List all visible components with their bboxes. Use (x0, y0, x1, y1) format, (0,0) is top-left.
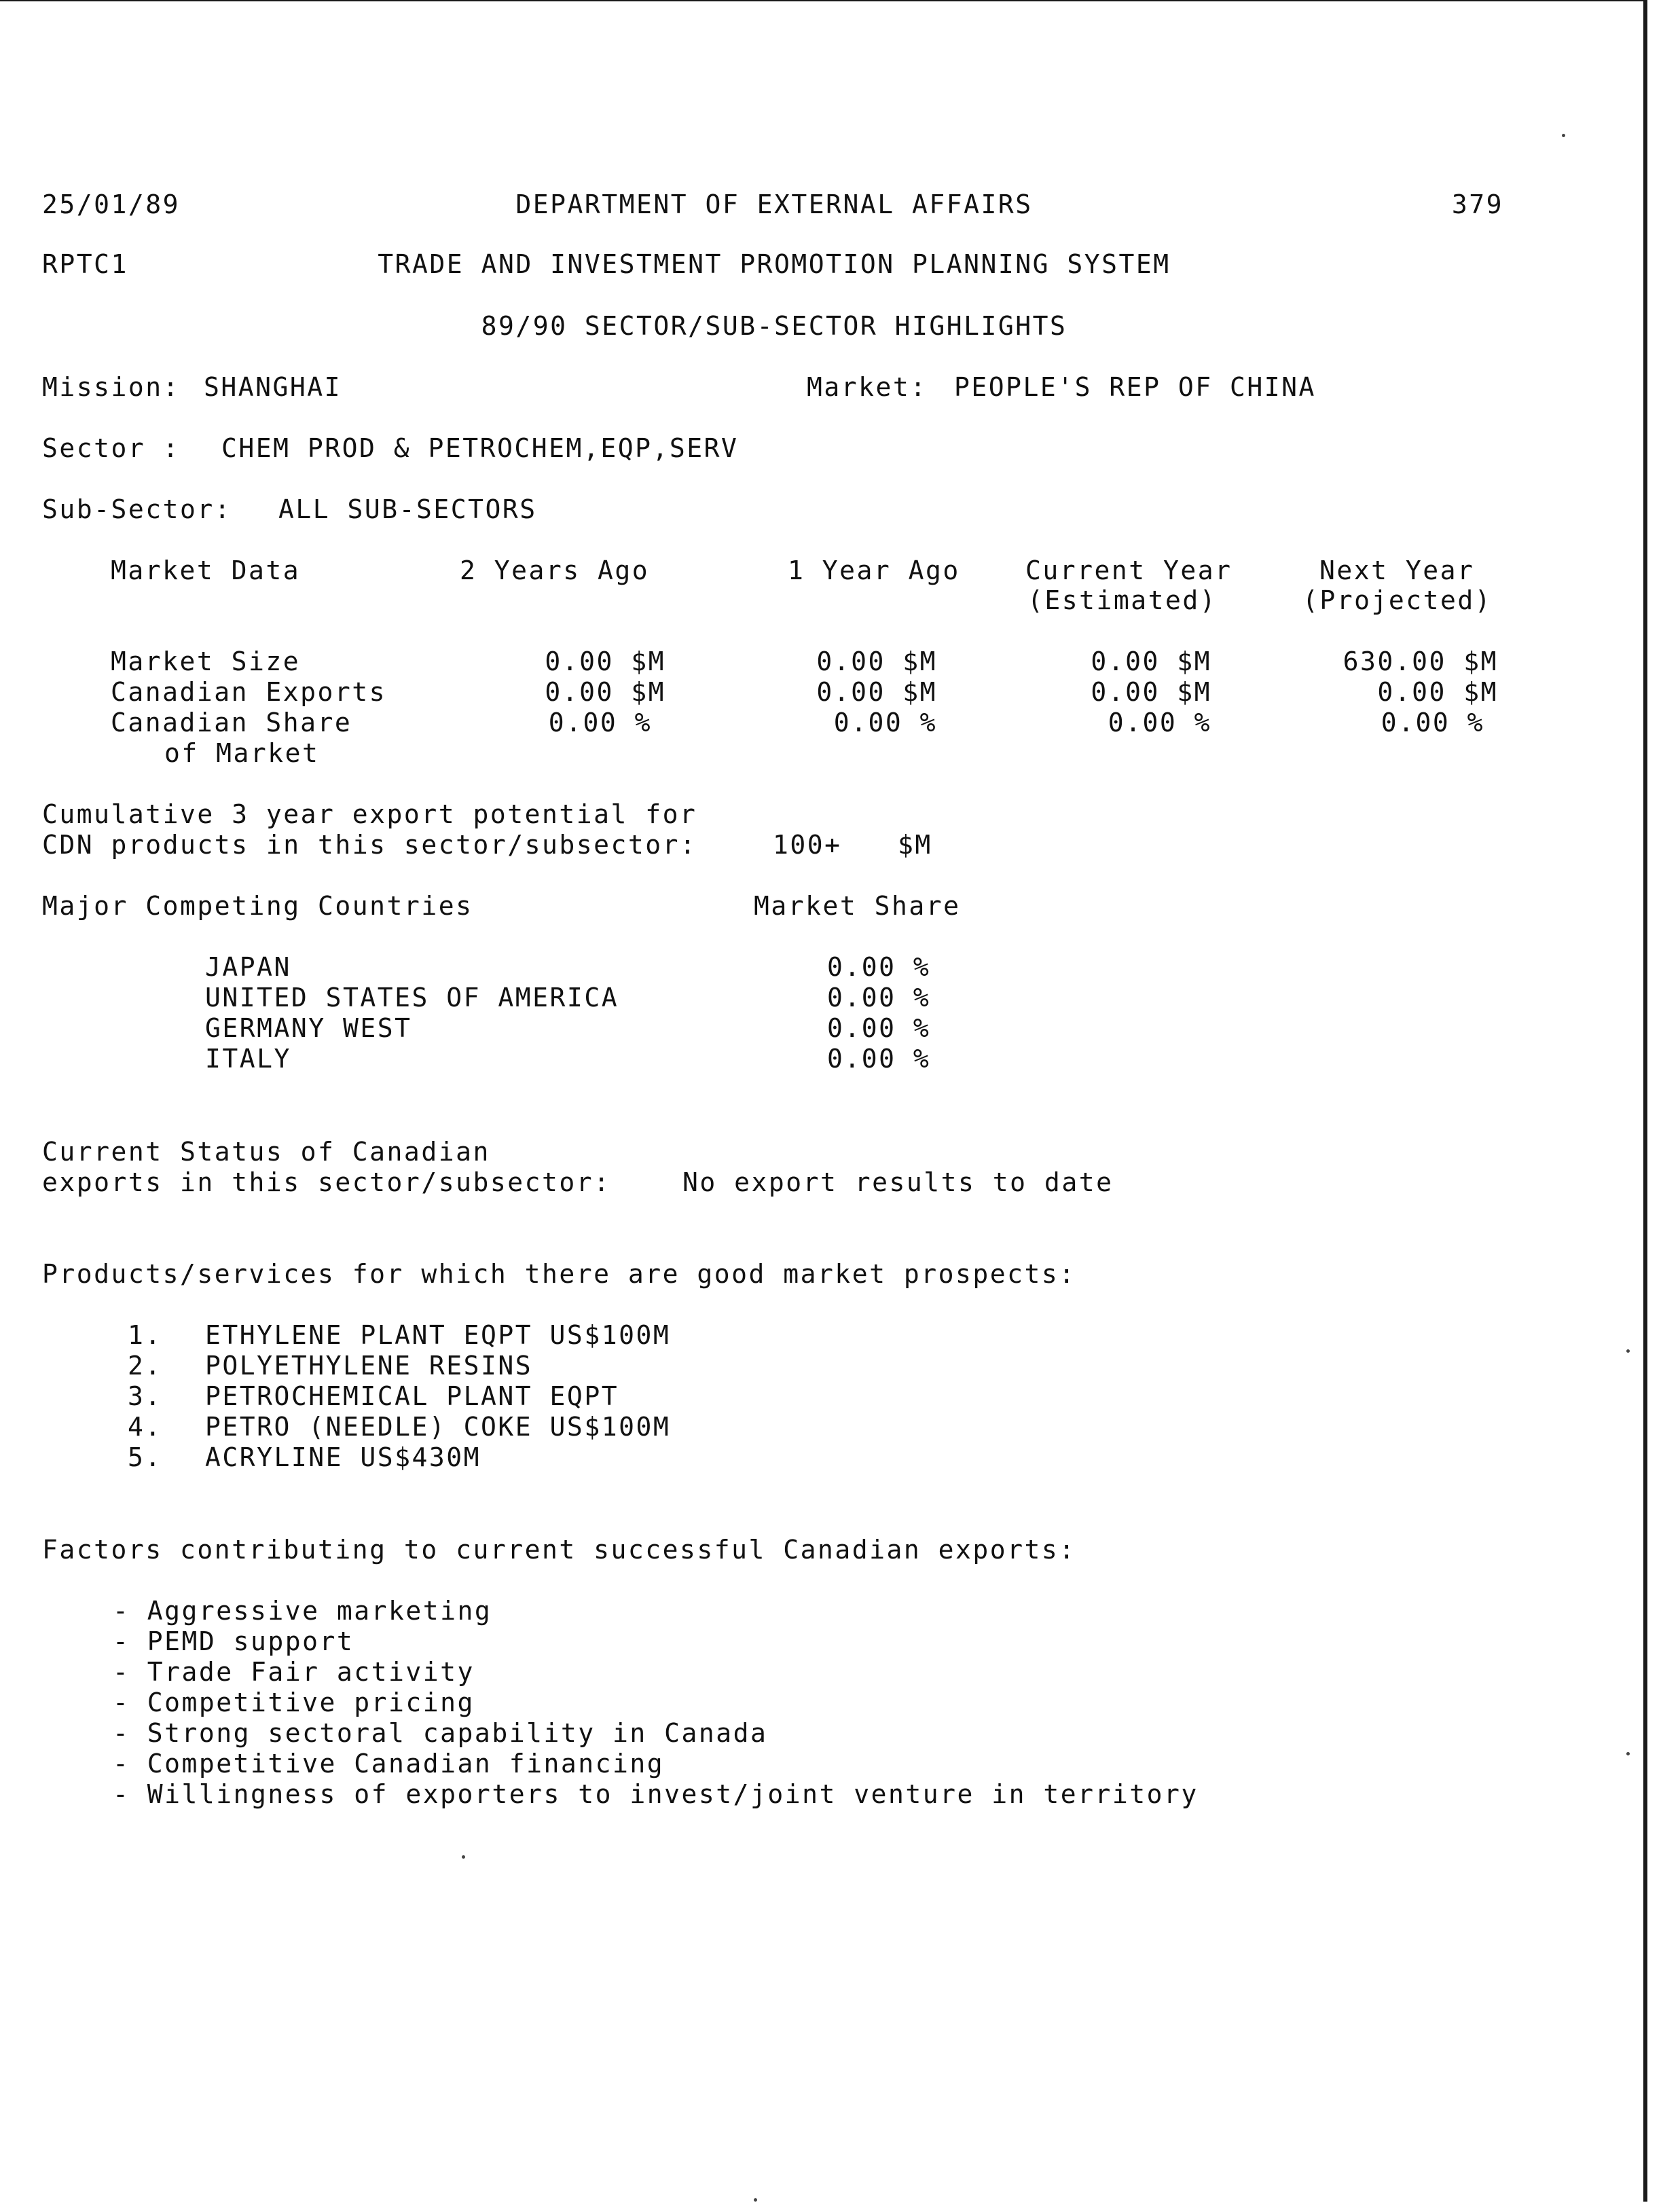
table-cell: 0.00 $M (545, 646, 665, 676)
table-cell: 0.00 % (833, 708, 937, 737)
table-cell: 0.00 $M (545, 677, 665, 707)
competitor-share: 0.00 % (827, 1013, 931, 1043)
factor-item: - Aggressive marketing (113, 1596, 492, 1626)
mission-label: Mission: (42, 372, 181, 402)
prospect-item: ACRYLINE US$430M (205, 1442, 481, 1472)
competitor-country: GERMANY WEST (205, 1013, 412, 1043)
table-cell: 0.00 $M (1091, 646, 1211, 676)
col-header-next-year: Next Year (1319, 555, 1475, 585)
factor-item: - Strong sectoral capability in Canada (113, 1718, 768, 1748)
mission-value: SHANGHAI (204, 372, 342, 402)
page-number: 379 (1451, 189, 1503, 219)
report-date: 25/01/89 (42, 189, 181, 219)
table-row-label: Canadian Share (111, 708, 352, 737)
market-value: PEOPLE'S REP OF CHINA (954, 372, 1316, 402)
scan-speck (1626, 1349, 1630, 1353)
prospect-item: POLYETHYLENE RESINS (205, 1351, 533, 1381)
prospect-number: 1. (128, 1320, 162, 1350)
report-subtitle: 89/90 SECTOR/SUB-SECTOR HIGHLIGHTS (481, 311, 1067, 341)
market-data-header: Market Data (111, 555, 301, 585)
col-header-1-year-ago: 1 Year Ago (788, 555, 960, 585)
table-cell: 0.00 % (548, 708, 652, 737)
scan-speck (462, 1855, 465, 1859)
scan-speck (754, 2198, 757, 2202)
status-line-2: exports in this sector/subsector: (42, 1167, 611, 1197)
prospect-number: 3. (128, 1381, 162, 1411)
table-cell: 0.00 $M (816, 646, 937, 676)
scan-speck (1562, 134, 1565, 137)
potential-unit: $M (898, 830, 932, 860)
competitor-country: ITALY (205, 1044, 291, 1074)
prospect-item: ETHYLENE PLANT EQPT US$100M (205, 1320, 671, 1350)
market-share-header: Market Share (754, 891, 961, 921)
competitors-header: Major Competing Countries (42, 891, 473, 921)
sector-label: Sector : (42, 433, 181, 463)
prospect-number: 2. (128, 1351, 162, 1381)
col-header-current-year: Current Year (1025, 555, 1232, 585)
table-cell: 0.00 $M (1091, 677, 1211, 707)
table-cell: 0.00 % (1108, 708, 1211, 737)
factor-item: - PEMD support (113, 1626, 354, 1656)
col-header-estimated: (Estimated) (1027, 585, 1218, 615)
factor-item: - Competitive pricing (113, 1688, 475, 1717)
prospect-item: PETRO (NEEDLE) COKE US$100M (205, 1412, 671, 1442)
prospect-item: PETROCHEMICAL PLANT EQPT (205, 1381, 619, 1411)
factors-header: Factors contributing to current successful Canadian exports: (42, 1535, 1076, 1565)
system-title: TRADE AND INVESTMENT PROMOTION PLANNING SYSTEM (378, 249, 1171, 279)
table-cell: 630.00 $M (1343, 646, 1498, 676)
table-row-label-cont: of Market (164, 738, 320, 768)
prospect-number: 4. (128, 1412, 162, 1442)
potential-line-1: Cumulative 3 year export potential for (42, 799, 697, 829)
factor-item: - Willingness of exporters to invest/joint venture in territory (113, 1779, 1199, 1809)
competitor-country: UNITED STATES OF AMERICA (205, 983, 619, 1013)
table-cell: 0.00 $M (1377, 677, 1498, 707)
table-row-label: Canadian Exports (111, 677, 387, 707)
subsector-value: ALL SUB-SECTORS (278, 494, 537, 524)
status-value: No export results to date (682, 1167, 1114, 1197)
factor-item: - Trade Fair activity (113, 1657, 475, 1687)
competitor-share: 0.00 % (827, 983, 931, 1013)
potential-line-2: CDN products in this sector/subsector: (42, 830, 697, 860)
market-label: Market: (807, 372, 928, 402)
subsector-label: Sub-Sector: (42, 494, 232, 524)
potential-value: 100+ (773, 830, 842, 860)
col-header-2-years-ago: 2 Years Ago (460, 555, 650, 585)
table-row-label: Market Size (111, 646, 301, 676)
status-line-1: Current Status of Canadian (42, 1137, 490, 1167)
competitor-share: 0.00 % (827, 1044, 931, 1074)
factor-item: - Competitive Canadian financing (113, 1749, 665, 1779)
department-title: DEPARTMENT OF EXTERNAL AFFAIRS (515, 189, 1033, 219)
table-cell: 0.00 $M (816, 677, 937, 707)
prospects-header: Products/services for which there are good market prospects: (42, 1259, 1076, 1289)
competitor-share: 0.00 % (827, 952, 931, 982)
prospect-number: 5. (128, 1442, 162, 1472)
sector-value: CHEM PROD & PETROCHEM,EQP,SERV (221, 433, 739, 463)
col-header-projected: (Projected) (1302, 585, 1493, 615)
scan-speck (1626, 1752, 1630, 1755)
competitor-country: JAPAN (205, 952, 291, 982)
report-code: RPTC1 (42, 249, 128, 279)
table-cell: 0.00 % (1381, 708, 1484, 737)
